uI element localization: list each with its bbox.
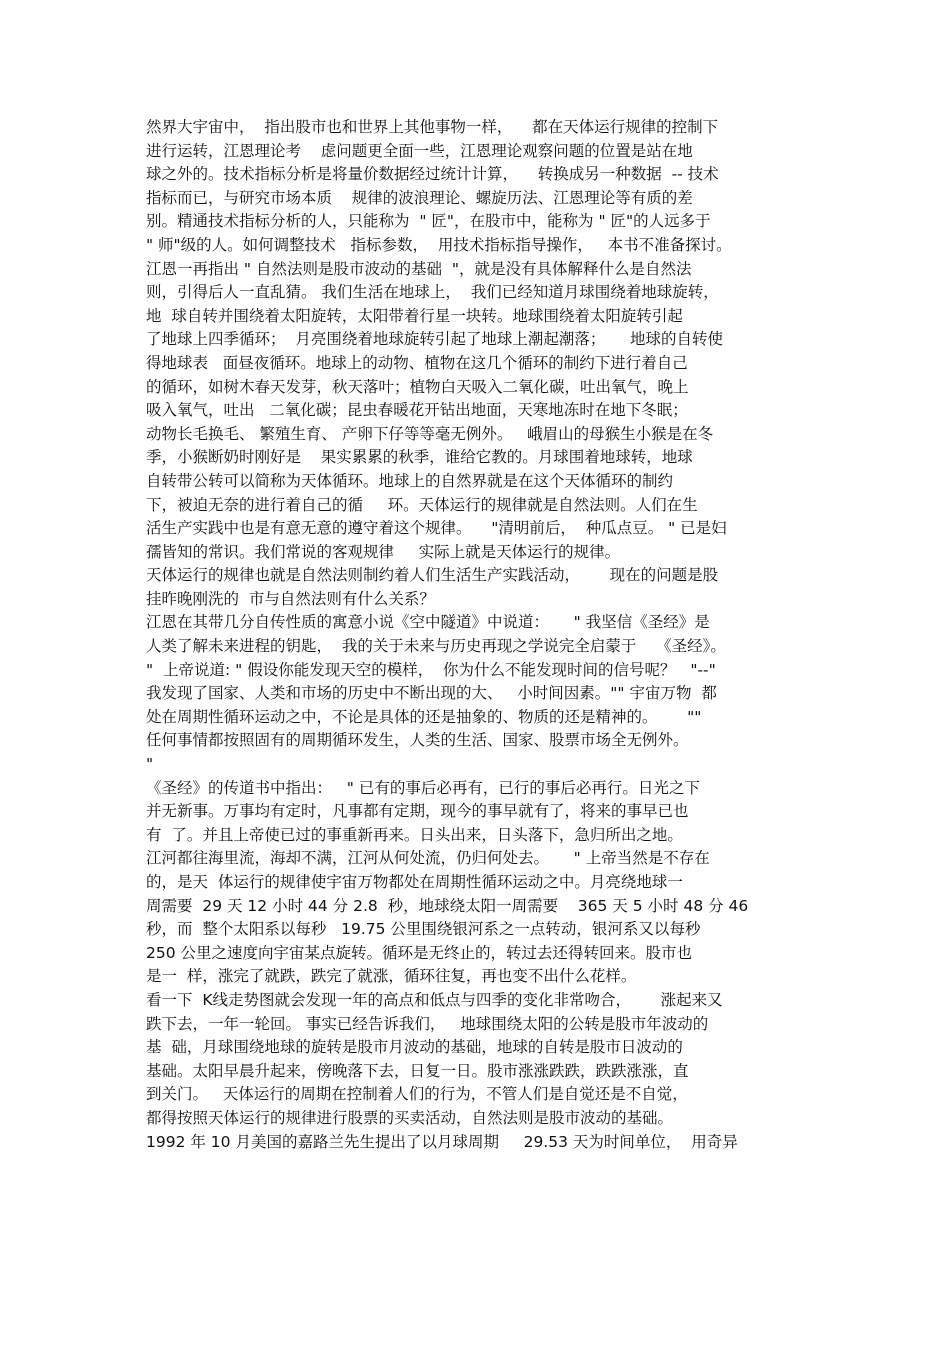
text-line: ": [146, 755, 154, 774]
text-line: 秒，而 整个太阳系以每秒 19.75 公里围绕银河系之一点转动，银河系又以每秒: [146, 920, 701, 939]
text-line: 的循环，如树木春天发芽，秋天落叶；植物白天吸入二氧化碳，吐出氧气，晚上: [146, 377, 689, 396]
text-line: 都得按照天体运行的规律进行股票的买卖活动，自然法则是股市波动的基础。: [146, 1108, 674, 1127]
text-line: " 师"级的人。如何调整技术 指标参数， 用技术指标指导操作， 本书不准备探讨。: [146, 235, 732, 254]
text-line: 看一下 K线走势图就会发现一年的高点和低点与四季的变化非常吻合， 涨起来又: [146, 990, 723, 1009]
text-line: 人类了解未来进程的钥匙， 我的关于未来与历史再现之学说完全启蒙于 《圣经》。: [146, 637, 726, 656]
text-line: " 上帝说道: " 假设你能发现天空的模样， 你为什么不能发现时间的信号呢？ "--": [146, 660, 716, 679]
text-line: 孺皆知的常识。我们常说的客观规律 实际上就是天体运行的规律。: [146, 542, 621, 561]
text-line: 挂昨晚刚洗的 市与自然法则有什么关系？: [146, 589, 435, 608]
text-line: 季，小猴断奶时刚好是 果实累累的秋季，谁给它教的。月球围着地球转，地球: [146, 448, 693, 467]
text-line: 江恩一再指出 " 自然法则是股市波动的基础 "，就是没有具体解释什么是自然法: [146, 259, 692, 278]
text-line: 指标而已，与研究市场本质 规律的波浪理论、螺旋历法、江恩理论等有质的差: [146, 188, 693, 207]
text-line: 到关门。 天体运行的周期在控制着人们的行为，不管人们是自觉还是不自觉，: [146, 1085, 688, 1104]
text-line: 吸入氧气，吐出 二氧化碳；昆虫春暖花开钻出地面，天寒地冻时在地下冬眠；: [146, 401, 688, 420]
text-line: 天体运行的规律也就是自然法则制约着人们生活生产实践活动， 现在的问题是股: [146, 566, 719, 585]
text-line: 基础。太阳早晨升起来，傍晚落下去，日复一日。股市涨涨跌跌，跌跌涨涨，直: [146, 1061, 689, 1080]
text-line: 江河都往海里流，海却不满，江河从何处流，仍归何处去。 " 上帝当然是不存在: [146, 849, 710, 868]
text-line: 江恩在其带几分自传性质的寓意小说《空中隧道》中说道： " 我坚信《圣经》是: [146, 613, 710, 632]
text-line: 下，被迫无奈的进行着自己的循 环。天体运行的规律就是自然法则。人们在生: [146, 495, 698, 514]
text-line: 进行运转，江恩理论考 虑问题更全面一些，江恩理论观察问题的位置是站在地: [146, 141, 693, 160]
text-line: 跌下去，一年一轮回。 事实已经告诉我们， 地球围绕太阳的公转是股市年波动的: [146, 1014, 709, 1033]
text-line: 球之外的。技术指标分析是将量价数据经过统计计算， 转换成另一种数据 -- 技术: [146, 165, 719, 184]
text-line: 动物长毛换毛、 繁殖生育、 产卵下仔等等毫无例外。 峨眉山的母猴生小猴是在冬: [146, 424, 714, 443]
text-line: 并无新事。万事均有定时，凡事都有定期，现今的事早就有了，将来的事早已也: [146, 802, 689, 821]
text-line: 别。精通技术指标分析的人，只能称为 " 匠"，在股市中，能称为 " 匠"的人远多于: [146, 212, 711, 231]
text-line: 得地球表 面昼夜循环。地球上的动物、植物在这几个循环的制约下进行着自己: [146, 353, 688, 372]
text-line: 《圣经》的传道书中指出： " 已有的事后必再有，已行的事后必再行。日光之下: [146, 778, 700, 797]
document-body: [146, 116, 806, 1154]
text-line: 有 了。并且上帝使已过的事重新再来。日头出来，日头落下，急归所出之地。: [146, 825, 683, 844]
text-line: 我发现了国家、人类和市场的历史中不断出现的大、 小时间因素。"" 宇宙万物 都: [146, 684, 717, 703]
text-line: 然界大宇宙中， 指出股市也和世界上其他事物一样， 都在天体运行规律的控制下: [146, 118, 719, 136]
text-line: 周需要 29 天 12 小时 44 分 2.8 秒，地球绕太阳一周需要 365 天 5 小时 48 分 46: [146, 896, 749, 915]
text-line: 的，是天 体运行的规律使宇宙万物都处在周期性循环运动之中。月亮绕地球一: [146, 873, 683, 891]
text-line: 250 公里之速度向宇宙某点旋转。循环是无终止的，转过去还得转回来。股市也: [146, 943, 693, 962]
text-line: 1992 年 10 月美国的嘉路兰先生提出了以月球周期 29.53 天为时间单位， 用奇异: [146, 1132, 738, 1151]
text-line: 了地球上四季循环； 月亮围绕着地球旋转引起了地球上潮起潮落； 地球的自转使: [146, 330, 723, 349]
text-line: 处在周期性循环运动之中，不论是具体的还是抽象的、物质的还是精神的。 "": [146, 707, 702, 726]
text-line: 是一 样，涨完了就跌，跌完了就涨，循环往复，再也变不出什么花样。: [146, 967, 637, 986]
text-line: 活生产实践中也是有意无意的遵守着这个规律。 "清明前后， 种瓜点豆。 " 已是妇: [146, 519, 727, 538]
text-line: 任何事情都按照固有的周期循环发生，人类的生活、国家、股票市场全无例外。: [146, 731, 689, 750]
text-line: 基 础，月球围绕地球的旋转是股市月波动的基础，地球的自转是股市日波动的: [146, 1038, 683, 1057]
text-line: 则，引得后人一直乱猜。 我们生活在地球上， 我们已经知道月球围绕着地球旋转，: [146, 283, 719, 302]
text-line: 地 球自转并围绕着太阳旋转，太阳带着行星一块转。地球围绕着太阳旋转引起: [146, 306, 683, 325]
text-line: 自转带公转可以简称为天体循环。地球上的自然界就是在这个天体循环的制约: [146, 471, 674, 490]
